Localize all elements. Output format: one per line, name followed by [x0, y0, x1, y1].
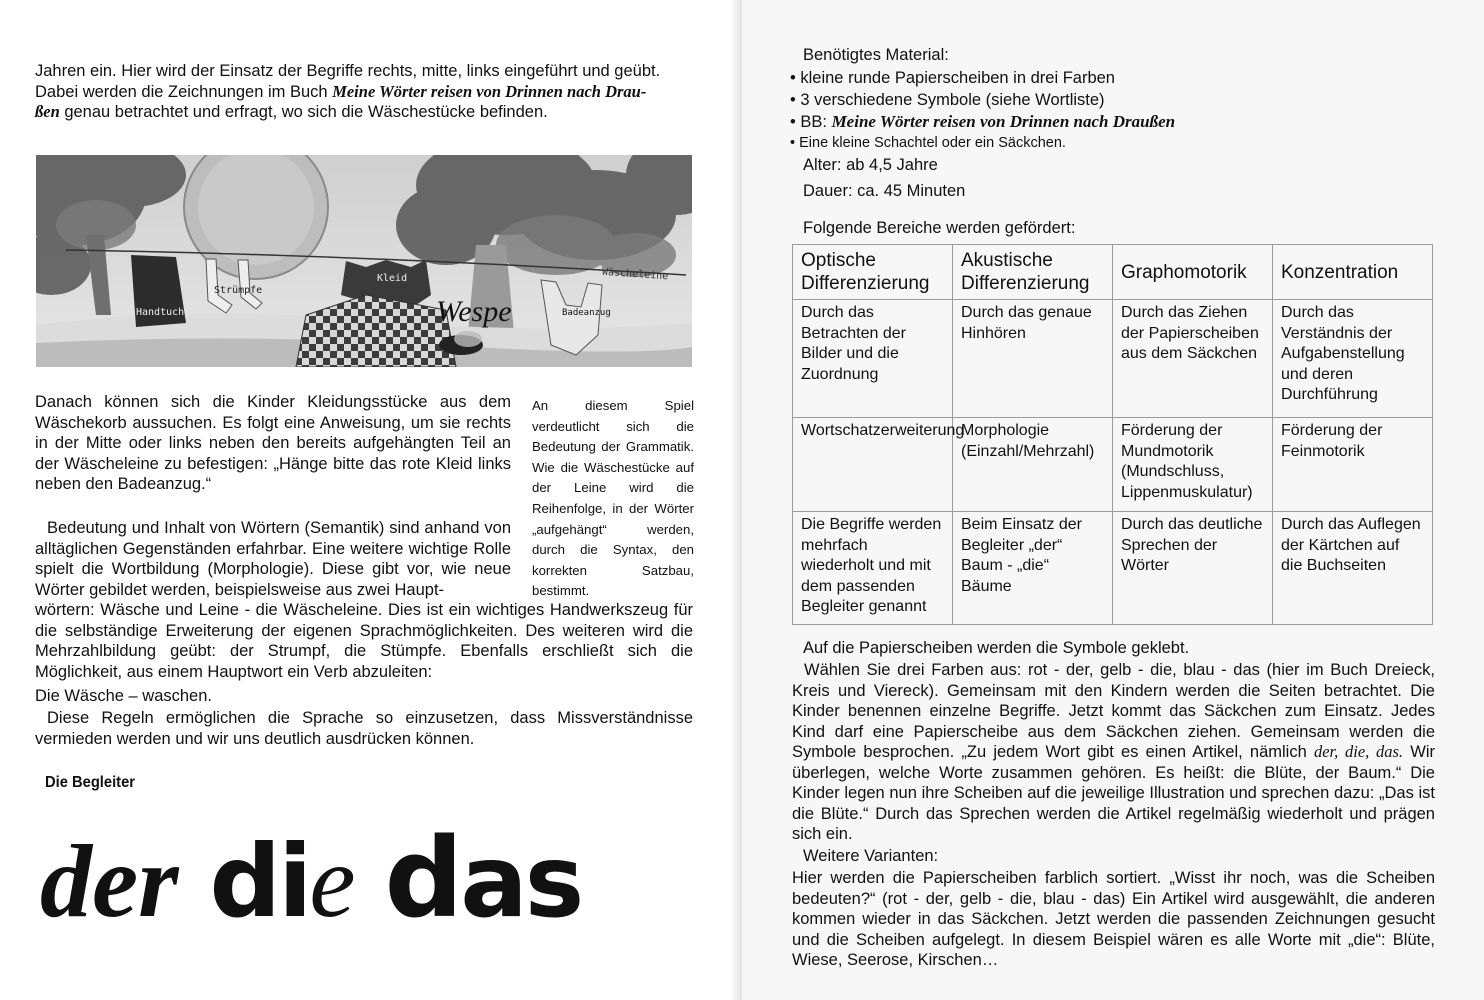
table-cell: Durch das genaue Hinhören [953, 300, 1113, 418]
table-header-row [793, 245, 1433, 300]
variants-heading: Weitere Varianten: [803, 847, 939, 865]
material-bb-title: Meine Wörter reisen von Drinnen nach Draußen [831, 112, 1176, 131]
label-wespe: Wespe [436, 295, 512, 328]
material-bb-prefix: BB: [800, 113, 832, 131]
paragraph-semantik: Bedeutung und Inhalt von Wörtern (Semantik) sind anhand von alltäglichen Gegenständen erfahrbar. Eine weitere wichtige Rolle spielt die Wortbildung (Morphologie). Diese gibt vor, wie neue Wörter gebildet werden, beispielsweise aus zwei Haupt- [35, 519, 511, 599]
table-row [793, 418, 1433, 512]
table-cell: Beim Einsatz der Begleiter „der“ Baum - „die“ Bäume [953, 512, 1113, 625]
intro-paragraph [35, 61, 693, 123]
paragraph-regeln: Diese Regeln ermöglichen die Sprache so einzusetzen, dass Missverständnisse vermieden werden und wir uns deutlich ausdrücken können. [35, 709, 693, 748]
intro-line [35, 82, 693, 103]
paragraph-morphologie: wörtern: Wäsche und Leine - die Wäscheleine. Dies ist ein wichtiges Handwerkszeug für die selbständige Erweiterung der eigenen Sprachmöglichkeiten. Des weiteren wird die Mehrzahlbildung geübt: der Strumpf, die Stümpfe. Ebenfalls erschließt sich die Möglichkeit, aus einem Hauptwort ein Verb abzuleiten: [35, 601, 693, 681]
table-cell: Durch das Verständnis der Aufgabenstellung und deren Durchführung [1273, 300, 1433, 418]
label-badeanzug: Badeanzug [562, 308, 611, 318]
duration-line: Dauer: ca. 45 Minuten [803, 182, 966, 200]
skills-table [792, 244, 1433, 625]
book-title: Meine Wörter reisen von Drinnen nach Drau- [332, 81, 647, 101]
intro-line: Jahren ein. Hier wird der Einsatz der Begriffe rechts, mitte, links eingeführt und geübt. [35, 62, 661, 80]
label-kleid: Kleid [377, 273, 408, 284]
table-row [793, 512, 1433, 625]
articles-title [40, 814, 680, 948]
article-die-stem: di [209, 823, 310, 940]
materials-list [790, 67, 1175, 153]
article-die-end: e [309, 824, 354, 939]
table-cell: Wortschatzerweiterung [793, 418, 953, 512]
instructions-text: Wählen Sie drei Farben aus: rot - der, gelb - die, blau - das (hier im Buch Dreieck, Kreis und Viereck). Gemeinsam mit den Kindern werden die Seiten betrachtet. Die Kinder benennen einzelne Begriffe. Jetzt kommt das Säckchen zum Einsatz. Jedes Kind darf eine Papierscheibe aus dem Säckchen ziehen. Gemeinsam werden die Symbole besprochen. „Zu jedem Wort gibt es einen Artikel, nämlich [792, 661, 1435, 761]
material-item [790, 111, 1175, 133]
table-cell: Die Begriffe werden mehrfach wiederholt und mit dem passenden Begleiter genannt [793, 512, 953, 625]
label-waescheleine: Wäscheleine [601, 266, 669, 283]
article-das-d: d [384, 814, 461, 942]
table-cell: Morphologie (Einzahl/Mehrzahl) [953, 418, 1113, 512]
material-item: • kleine runde Papierscheiben in drei Farben [790, 67, 1175, 89]
table-cell: Durch das deutliche Sprechen der Wörter [1113, 512, 1273, 625]
section-heading: Die Begleiter [45, 774, 135, 791]
table-cell: Förderung der Mundmotorik (Mundschluss, Lippenmuskulatur) [1113, 418, 1273, 512]
paragraph-waeschekorb: Danach können sich die Kinder Kleidungsstücke aus dem Wäschekorb aussuchen. Es folgt eine Anweisung, um sie rechts in der Mitte oder links neben den bereits aufgehängten Teil an der Wäscheleine zu befestigen: „Hänge bitte das rote Kleid links neben den Badeanzug.“ [35, 393, 511, 493]
paragraph-variants: Hier werden die Papierscheiben farblich sortiert. „Wisst ihr noch, was die Scheiben bedeuten?“ (rot - der, gelb - die, blau - das) Ein Artikel wird ausgewählt, die anderen kommen wieder in das Säckchen. Jetzt werden die passenden Zeichnungen gesucht und die Scheiben aufgelegt. In diesem Beispiel wären es alle Worte mit „die“: Blüte, Wiese, Seerose, Kirschen… [792, 869, 1435, 969]
side-note: An diesem Spiel verdeutlicht sich die Bedeutung der Grammatik. Wie die Wäschestücke auf der Leine wird die Reihenfolge, in der Wörter „aufgehängt“ werden, durch die Syntax, den korrekten Satzbau, bestimmt. [532, 398, 694, 599]
laundry-illustration [36, 155, 692, 367]
article-das-as: as [460, 823, 582, 940]
paragraph-symbols: Auf die Papierscheiben werden die Symbole geklebt. [803, 639, 1190, 657]
intro-text: Dabei werden die Zeichnungen im Buch [35, 82, 333, 101]
material-heading: Benötigtes Material: [803, 46, 949, 64]
table-header: Akustische Differenzierung [953, 245, 1113, 300]
table-header: Konzentration [1273, 245, 1433, 300]
material-item: • Eine kleine Schachtel oder ein Säckchen. [790, 133, 1175, 153]
table-cell: Durch das Betrachten der Bilder und die Zuordnung [793, 300, 953, 418]
article-der: der [40, 824, 179, 939]
material-item: • 3 verschiedene Symbole (siehe Wortliste) [790, 89, 1175, 111]
articles-inline: der, die, das. [1313, 742, 1404, 761]
table-header: Optische Differenzierung [793, 245, 953, 300]
label-struempfe: Strümpfe [214, 285, 263, 296]
book-title-end: ßen [35, 102, 60, 121]
intro-line [35, 102, 693, 123]
table-cell: Durch das Auflegen der Kärtchen auf die Buchseiten [1273, 512, 1433, 625]
table-row [793, 300, 1433, 418]
paragraph-instructions [792, 660, 1435, 845]
laundry-drawing [36, 155, 692, 367]
table-cell: Förderung der Feinmotorik [1273, 418, 1433, 512]
example-line: Die Wäsche – waschen. [35, 687, 212, 705]
intro-text: genau betrachtet und erfragt, wo sich die Wäschestücke befinden. [59, 103, 548, 121]
instructions-text: Wir überlegen, welche Worte zusammen gehören. Es heißt: die Blüte, der Baum.“ Die Kinder legen nun ihre Scheiben auf die jeweilige Illustration und sprechen dazu: „Das ist die Blüte.“ Durch das Sprechen werden die Artikel regelmäßig wiederholt und prägen sich ein. [792, 743, 1435, 843]
table-header: Graphomotorik [1113, 245, 1273, 300]
label-handtuch: Handtuch [136, 307, 185, 318]
table-cell: Durch das Ziehen der Papierscheiben aus dem Säckchen [1113, 300, 1273, 418]
age-line: Alter: ab 4,5 Jahre [803, 156, 938, 174]
areas-heading: Folgende Bereiche werden gefördert: [803, 219, 1076, 237]
